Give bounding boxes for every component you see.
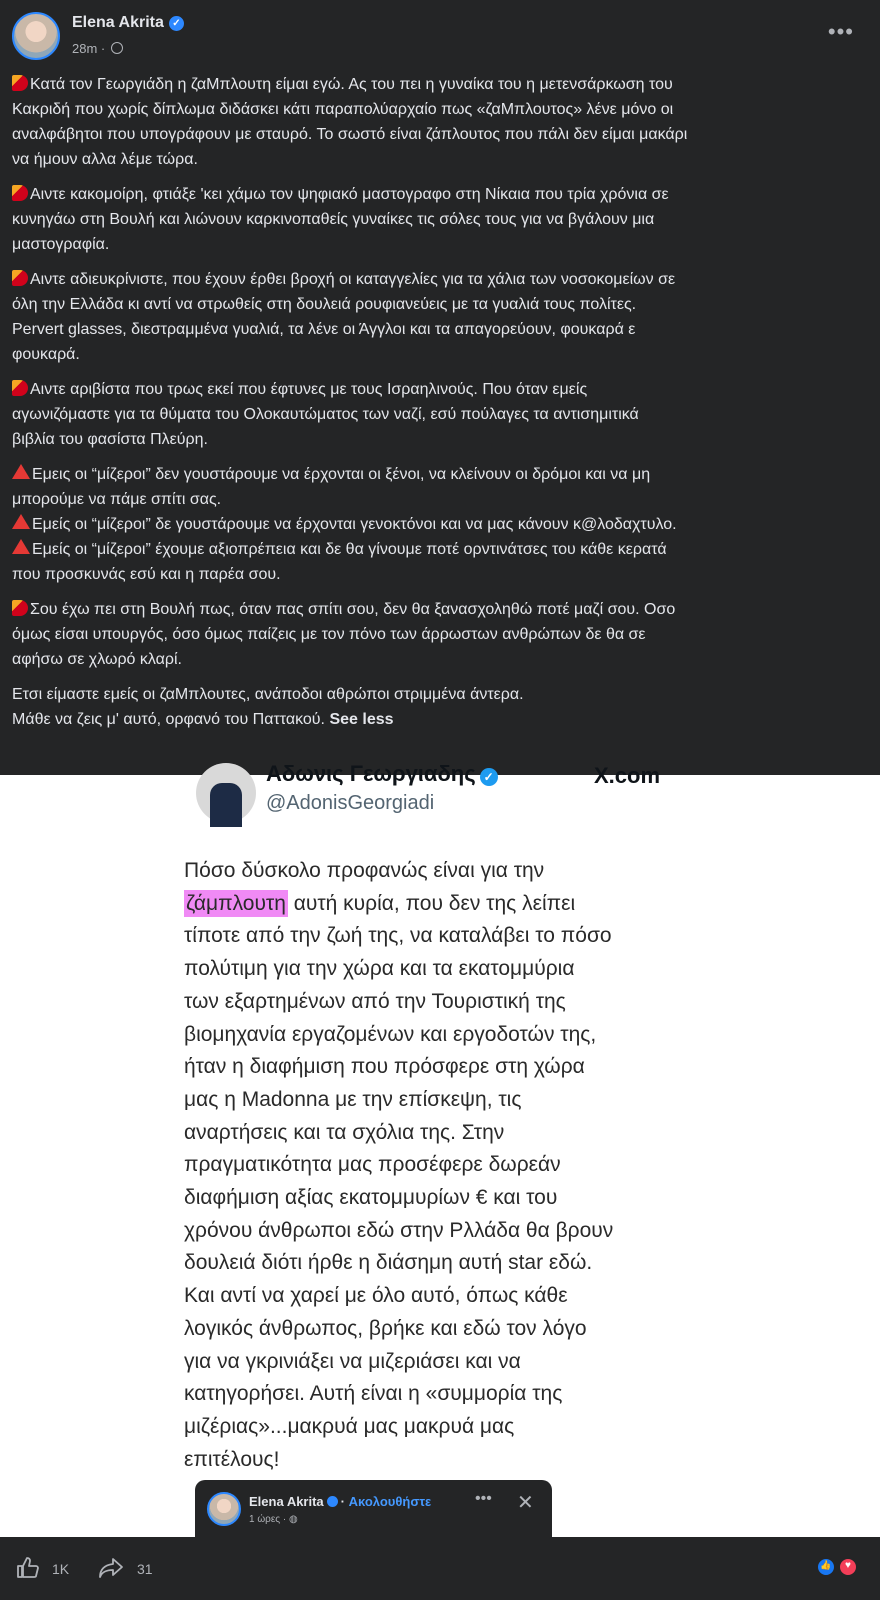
share-icon[interactable] (98, 1557, 124, 1579)
paragraph-5 (12, 462, 868, 587)
post-line: αναλφάβητοι που υπογράφουν με σταυρό. Το σωστό είναι ζάπλουτος που πάλι δεν είμαι μακάρι (12, 126, 688, 143)
tweet-line: κατηγορήσει. Αυτή είναι η «συμμορία της (184, 1382, 563, 1406)
post-line: όμως είσαι υπουργός, όσο όμως παίζεις με τον πόνο των άρρωστων ανθρώπων δε θα σε (12, 626, 646, 643)
post-line: Αιντε αριβίστα που τρως εκεί που έφτυνες με τους Ισραηλινούς. Που όταν εμείς (30, 381, 588, 398)
paragraph-1 (12, 72, 868, 172)
shared-tweet-screenshot[interactable] (0, 761, 880, 1537)
tweet-line: διαφήμιση αξίας εκατομμυρίων € και του (184, 1186, 558, 1210)
red-triangle-icon (12, 514, 30, 529)
tweet-line: δουλειά διότι ήρθε η διάσημη αυτή star εδώ. (184, 1251, 593, 1275)
like-icon[interactable] (16, 1556, 40, 1580)
post-line: κυνηγάω στη Βουλή και λιώνουν καρκινοπαθείς γυναίκες τις σόλες τους για να βγάλουν μια (12, 211, 655, 228)
see-less-link[interactable]: See less (329, 711, 394, 728)
dancer-emoji-icon (12, 600, 28, 616)
post-line: Σου έχω πει στη Βουλή πως, όταν πας σπίτι σου, δεν θα ξανασχοληθώ ποτέ μαζί σου. Οσο (30, 601, 676, 618)
embedded-more-icon: ••• (475, 1490, 492, 1507)
tweet-line: μας η Madonna με την επίσκεψη, τις (184, 1087, 522, 1111)
tweet-line: ήταν η διαφήμιση που πρόσφερε στη χώρα (184, 1055, 585, 1079)
more-options-icon[interactable]: ••• (827, 19, 854, 44)
post-line: να ήμουν αλλα λέμε τώρα. (12, 151, 198, 168)
embedded-time (249, 1514, 298, 1525)
dancer-emoji-icon (12, 270, 28, 286)
post-time[interactable]: 28m (72, 41, 98, 56)
post-line: Ετσι είμαστε εμείς οι ζαΜπλουτες, ανάποδοι αθρώποι στριμμένα άντερα. (12, 686, 524, 703)
tweet-line: Πόσο δύσκολο προφανώς είναι για την (184, 859, 545, 882)
x-logo: X.com (594, 763, 661, 788)
post-line: Μάθε να ζεις μ' αυτό, ορφανό του Παττακού. (12, 711, 325, 728)
embedded-time-text: 1 ώρες · (249, 1514, 289, 1525)
post-header (0, 0, 880, 70)
tweet-line: χρόνου άνθρωποι εδώ στην Ρλλάδα θα βρουν (184, 1218, 614, 1242)
highlighted-word: ζάμπλουτη (186, 891, 286, 915)
red-triangle-icon (12, 464, 30, 479)
tweet-line: για να γκρινιάξει να μιζεριάσει και να (184, 1349, 521, 1373)
red-triangle-icon (12, 539, 30, 554)
tweet-line: βιομηχανία εργαζομένων και εργοδοτών της, (184, 1022, 597, 1046)
tweet-author-avatar (196, 763, 256, 823)
love-reaction-icon[interactable] (838, 1557, 858, 1577)
paragraph-6 (12, 597, 868, 672)
verified-badge-icon: ✓ (169, 16, 184, 31)
tweet-line: μιζέριας»...μακρυά μας μακρυά μας (184, 1414, 515, 1438)
tweet-line: τίποτε από την ζωή της, να καταλάβει το πόσο (184, 924, 612, 948)
post-line: όλη την Ελλάδα κι αντί να στρωθείς στη δουλειά ρουφιανεύεις με τα γυαλιά τους πολίτες. (12, 296, 637, 313)
tweet-author-name (266, 761, 498, 787)
tweet-line: αυτή κυρία, που δεν της λείπει (287, 891, 576, 915)
author-name-text[interactable]: Elena Akrita (72, 14, 164, 31)
tweet-text (184, 855, 704, 1476)
like-reaction-icon[interactable] (816, 1557, 836, 1577)
post-footer (0, 1537, 880, 1600)
post-line: Αιντε κακομοίρη, φτιάξε 'κει χάμω τον ψηφιακό μαστογραφο στη Νίκαια που τρία χρόνια σε (30, 186, 669, 203)
tweet-handle: @AdonisGeorgiadi (266, 792, 435, 814)
tweet-line: πραγματικότητα μας προσέφερε δωρεάν (184, 1153, 561, 1177)
tweet-line: πολύτιμη για την χώρα και τα εκατομμύρια (184, 957, 575, 981)
embedded-avatar (207, 1492, 241, 1526)
paragraph-2 (12, 182, 868, 257)
embedded-close-icon: ✕ (517, 1492, 534, 1514)
post-line: Εμείς οι “μίζεροι” δε γουστάρουμε να έρχονται γενοκτόνοι και να μας κάνουν κ@λοδαχτυλο. (32, 516, 677, 533)
embedded-author: Elena Akrita · Ακολουθήστε (249, 1494, 432, 1509)
paragraph-3 (12, 267, 868, 367)
embedded-globe-icon: ◍ (289, 1514, 298, 1525)
author-name[interactable] (72, 14, 184, 32)
dancer-emoji-icon (12, 380, 28, 396)
tweet-line: αναρτήσεις και τα σχόλια της. Στην (184, 1120, 505, 1144)
tweet-line: επιτέλους! (184, 1447, 280, 1471)
embedded-author-name: Elena Akrita (249, 1494, 324, 1509)
dancer-emoji-icon (12, 75, 28, 91)
tweet-line: Και αντί να χαρεί με όλο αυτό, όπως κάθε (184, 1284, 568, 1308)
post-line: Εμείς οι “μίζεροι” έχουμε αξιοπρέπεια και δε θα γίνουμε ποτέ ορντινάτσες του κάθε κερατά (32, 541, 667, 558)
dancer-emoji-icon (12, 185, 28, 201)
paragraph-4 (12, 377, 868, 452)
post-meta: 28m · (72, 41, 123, 56)
paragraph-7 (12, 682, 868, 732)
globe-icon (111, 42, 123, 54)
post-line: αφήσω σε χλωρό κλαρί. (12, 651, 182, 668)
tweet-line: των εξαρτημένων από την Τουριστική της (184, 989, 566, 1013)
like-count[interactable]: 1K (52, 1561, 70, 1577)
tweet-line: λογικός άνθρωπος, βρήκε και εδώ τον λόγο (184, 1316, 587, 1340)
post-line: φουκαρά. (12, 346, 80, 363)
embedded-follow-link: Ακολουθήστε (348, 1494, 432, 1509)
post-line: που προσκυνάς εσύ και η παρέα σου. (12, 566, 281, 583)
post-line: Αιντε αδιευκρίνιστε, που έχουν έρθει βροχή οι καταγγελίες για τα χάλια των νοσοκομείων σε (30, 271, 676, 288)
author-avatar[interactable] (12, 12, 60, 60)
post-line: αγωνιζόμαστε για τα θύματα του Ολοκαυτώματος των ναζί, εσύ πούλαγες τα αντισημιτικά (12, 406, 639, 423)
embedded-verified-icon (327, 1496, 338, 1507)
post-line: Pervert glasses, διεστραμμένα γυαλιά, τα λένε οι Άγγλοι και τα απαγορεύουν, φουκαρά ε (12, 321, 636, 338)
post-line: Κακριδή που χωρίς δίπλωμα διδάσκει κάτι παραπολύαρχαίο πως «ζαΜπλουτος» λένε μόνο οι (12, 101, 674, 118)
post-line: μαστογραφία. (12, 236, 110, 253)
tweet-verified-icon: ✓ (480, 768, 498, 786)
post-line: Εμεις οι “μίζεροι” δεν γουστάρουμε να έρχονται οι ξένοι, να κλείνουν οι δρόμοι και να μη (32, 466, 651, 483)
share-count[interactable]: 31 (137, 1561, 153, 1577)
tweet-author-name-text: Αδωνις Γεωργιαδης (266, 761, 476, 786)
post-body (12, 72, 868, 742)
post-line: βιβλία του φασίστα Πλεύρη. (12, 431, 208, 448)
post-line: Κατά τον Γεωργιάδη η ζαΜπλουτη είμαι εγώ. Ας του πει η γυναίκα του η μετενσάρκωση του (30, 76, 673, 93)
post-line: μπορούμε να πάμε σπίτι σας. (12, 491, 222, 508)
